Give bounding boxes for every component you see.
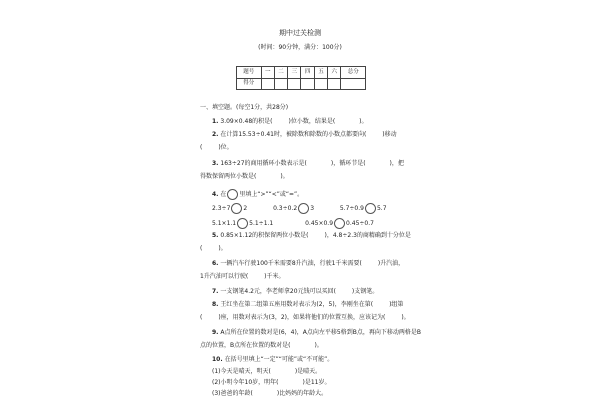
expression: 5.1÷1.1 <box>249 220 274 227</box>
score-input-cell[interactable] <box>341 78 366 90</box>
question-text: 0.85×1.12的积保留两位小数是( <box>220 232 309 239</box>
expression: 3 <box>310 205 315 212</box>
question-8 <box>212 302 403 308</box>
score-cell: 三 <box>288 67 301 79</box>
question-number: 1. <box>212 118 219 125</box>
question-number: 10. <box>212 356 223 363</box>
score-table <box>236 66 366 90</box>
question-text: ( <box>200 314 203 321</box>
question-2-cont <box>200 145 233 151</box>
question-text: )位。 <box>218 144 233 151</box>
question-4-row-2 <box>212 218 374 229</box>
score-input-cell[interactable] <box>288 78 301 90</box>
question-text: 点的位置，B点所在位置的数对是( <box>200 342 291 349</box>
question-number: 7. <box>212 288 219 295</box>
score-input-cell[interactable] <box>274 78 287 90</box>
exam-title: 期中过关检测 <box>279 29 321 37</box>
question-text: 得数保留两位小数是( <box>200 173 257 180</box>
question-text: )升汽油， <box>377 260 405 267</box>
question-9-cont <box>200 343 323 349</box>
question-text: 在计算15.53÷0.41时，被除数和除数的小数点都要向( <box>220 131 367 138</box>
question-text: )组第 <box>389 301 404 308</box>
question-text: )位小数，结果是( <box>288 118 336 125</box>
expression: 2.3÷7 <box>212 205 231 212</box>
question-text: ( <box>200 144 203 151</box>
question-text: )座，用数对表示为(3，2)，如果将他们的位置互换，应该记为( <box>218 314 386 321</box>
question-5-cont <box>200 246 227 252</box>
question-text: )是晴天。 <box>294 368 322 375</box>
question-5 <box>212 233 411 239</box>
question-text: (3)爸爸的年龄( <box>212 390 253 397</box>
question-1 <box>212 119 368 125</box>
question-10-sub-3 <box>212 391 327 397</box>
expression: 5.7÷0.9 <box>339 205 364 212</box>
compare-circle[interactable] <box>231 203 242 214</box>
question-text: 在括号里填上“一定”“可能”或“不可能”。 <box>224 356 334 363</box>
compare-circle[interactable] <box>237 218 248 229</box>
question-number: 2. <box>212 131 219 138</box>
expression: 0.45×0.9 <box>305 220 334 227</box>
question-text: )。 <box>314 342 323 349</box>
question-text: 王红坐在第二组第五座用数对表示为(2，5)，李刚坐在第( <box>220 301 374 308</box>
score-cell: 一 <box>261 67 274 79</box>
expression: 5.1×1.1 <box>212 220 237 227</box>
expression: 0.45÷0.7 <box>346 220 374 227</box>
question-text: )。 <box>280 173 289 180</box>
question-number: 5. <box>212 232 219 239</box>
question-text: A点所在位置的数对是(6，4)，A点向左平移5格到B点，再向下移动两格是B <box>220 329 421 336</box>
question-text: 在 <box>220 191 227 198</box>
score-table-score-row <box>237 78 366 90</box>
question-text: )。 <box>359 118 368 125</box>
question-3-cont <box>200 174 289 180</box>
question-text: 一辆汽车行驶100千米需要8升汽油，行驶1千米需要( <box>220 260 362 267</box>
question-2 <box>212 132 397 138</box>
question-text: 3.09×0.48的积是( <box>220 118 273 125</box>
question-7 <box>212 289 378 295</box>
compare-circle[interactable] <box>365 203 376 214</box>
score-cell: 六 <box>328 67 341 79</box>
question-text: )比妈妈的年龄大。 <box>276 390 328 397</box>
question-text: )移动 <box>382 131 397 138</box>
question-number: 6. <box>212 260 219 267</box>
question-text: )支钢笔。 <box>351 288 379 295</box>
question-text: (1)今天是晴天，明天( <box>212 368 271 375</box>
question-6-cont <box>200 274 285 280</box>
question-number: 8. <box>212 301 219 308</box>
question-8-cont <box>200 315 410 321</box>
score-cell: 五 <box>314 67 327 79</box>
question-10-sub-2 <box>212 380 330 386</box>
question-4-row-1 <box>212 203 387 214</box>
score-input-cell[interactable] <box>328 78 341 90</box>
question-10 <box>212 357 333 363</box>
exam-subtitle: (时间：90分钟，满分：100分) <box>258 44 342 51</box>
question-3 <box>212 161 404 167</box>
score-input-cell[interactable] <box>301 78 314 90</box>
score-cell: 得分 <box>237 78 262 90</box>
question-text: )，循环节是( <box>330 160 366 167</box>
question-text: )千米。 <box>264 273 285 280</box>
question-text: )是11岁。 <box>302 379 331 386</box>
question-4 <box>212 189 303 200</box>
question-text: ( <box>200 245 203 252</box>
question-text: (2)小明今年10岁，明年( <box>212 379 279 386</box>
question-number: 9. <box>212 329 219 336</box>
question-text: 里填上“>”“<”或“=”。 <box>239 191 304 198</box>
question-6 <box>212 261 404 267</box>
score-table-header-row <box>237 67 366 79</box>
score-input-cell[interactable] <box>261 78 274 90</box>
compare-circle[interactable] <box>334 218 345 229</box>
question-text: )。 <box>401 314 410 321</box>
score-cell: 四 <box>301 67 314 79</box>
question-text: 1升汽油可以行驶( <box>200 273 249 280</box>
compare-circle[interactable] <box>298 203 309 214</box>
score-cell: 二 <box>274 67 287 79</box>
expression: 2 <box>243 205 248 212</box>
question-text: 163÷27的商用循环小数表示是( <box>220 160 307 167</box>
question-number: 4. <box>212 191 219 198</box>
question-text: )，4.8÷2.3的商精确到十分位是 <box>324 232 411 239</box>
score-cell: 题号 <box>237 67 262 79</box>
question-text: )，把 <box>389 160 404 167</box>
question-10-sub-1 <box>212 369 321 375</box>
question-9 <box>212 330 421 336</box>
section-heading: 一、填空题。(每空1分，共28分) <box>200 104 289 111</box>
question-number: 3. <box>212 160 219 167</box>
expression: 5.7 <box>376 205 387 212</box>
question-text: )。 <box>218 245 227 252</box>
question-text: 一支钢笔4.2元，李老师拿20元钱可以买回( <box>220 288 336 295</box>
compare-circle[interactable] <box>227 189 238 200</box>
expression: 0.3÷0.2 <box>273 205 298 212</box>
score-input-cell[interactable] <box>314 78 327 90</box>
score-cell: 总分 <box>341 67 366 79</box>
